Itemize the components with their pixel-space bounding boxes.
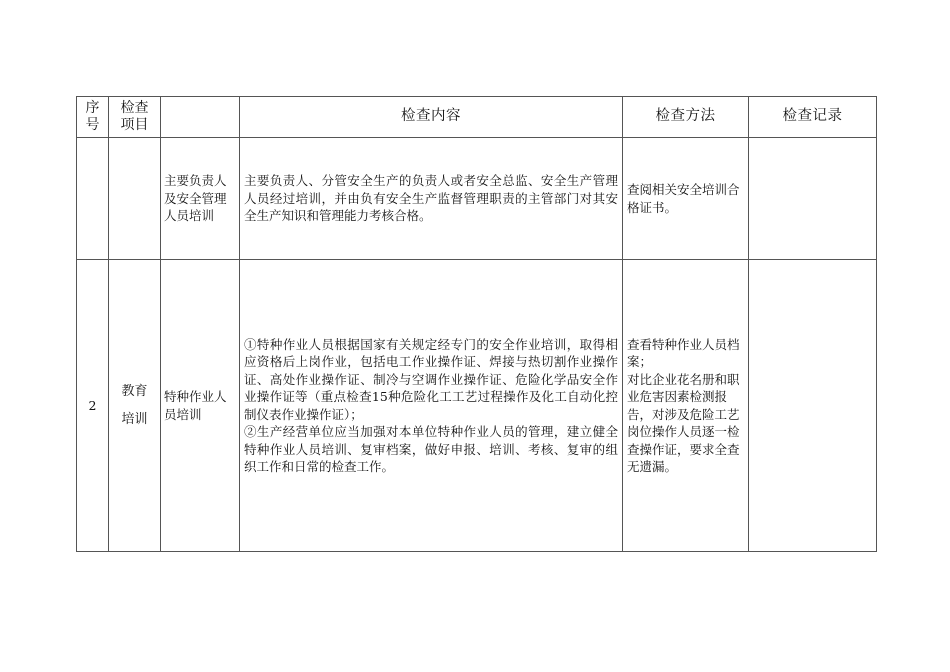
row-item [109, 138, 161, 260]
row-seq [77, 138, 109, 260]
row-item-line: 培训 [121, 411, 148, 427]
row-method: 查阅相关安全培训合格证书。 [623, 138, 749, 260]
inspection-table [76, 96, 877, 552]
header-row [77, 97, 877, 138]
row-content: ①特种作业人员根据国家有关规定经专门的安全作业培训，取得相应资格后上岗作业，包括电工作业操作证、焊接与热切割作业操作证、高处作业操作证、制冷与空调作业操作证、危险化学品安全作业操作证等（重点检查15种危险化工工艺过程操作及化工自动化控制仪表作业操作证）； ②生产经营单位应当加强对本单位特种作业人员的管理，建立健全特种作业人员培训、复审档案，做好申报、培训、考核、复审的组织工作和日常的检查工作。 [240, 260, 623, 552]
header-method: 检查方法 [623, 97, 749, 138]
header-seq: 序 号 [77, 97, 109, 138]
row-item-line: 教育 [121, 383, 148, 399]
header-item: 检查 项目 [109, 97, 161, 138]
row-item [109, 260, 161, 552]
header-record: 检查记录 [749, 97, 877, 138]
row-record [749, 260, 877, 552]
header-content: 检查内容 [240, 97, 623, 138]
row-subitem: 特种作业人员培训 [161, 260, 240, 552]
table-row [77, 138, 877, 260]
row-subitem: 主要负责人及安全管理人员培训 [161, 138, 240, 260]
header-subitem [161, 97, 240, 138]
table-row [77, 260, 877, 552]
row-record [749, 138, 877, 260]
row-seq: 2 [77, 260, 109, 552]
row-content: 主要负责人、分管安全生产的负责人或者安全总监、安全生产管理人员经过培训，并由负有安全生产监督管理职责的主管部门对其安全生产知识和管理能力考核合格。 [240, 138, 623, 260]
row-method: 查看特种作业人员档案； 对比企业花名册和职业危害因素检测报告，对涉及危险工艺岗位操作人员逐一检查操作证，要求全查无遗漏。 [623, 260, 749, 552]
